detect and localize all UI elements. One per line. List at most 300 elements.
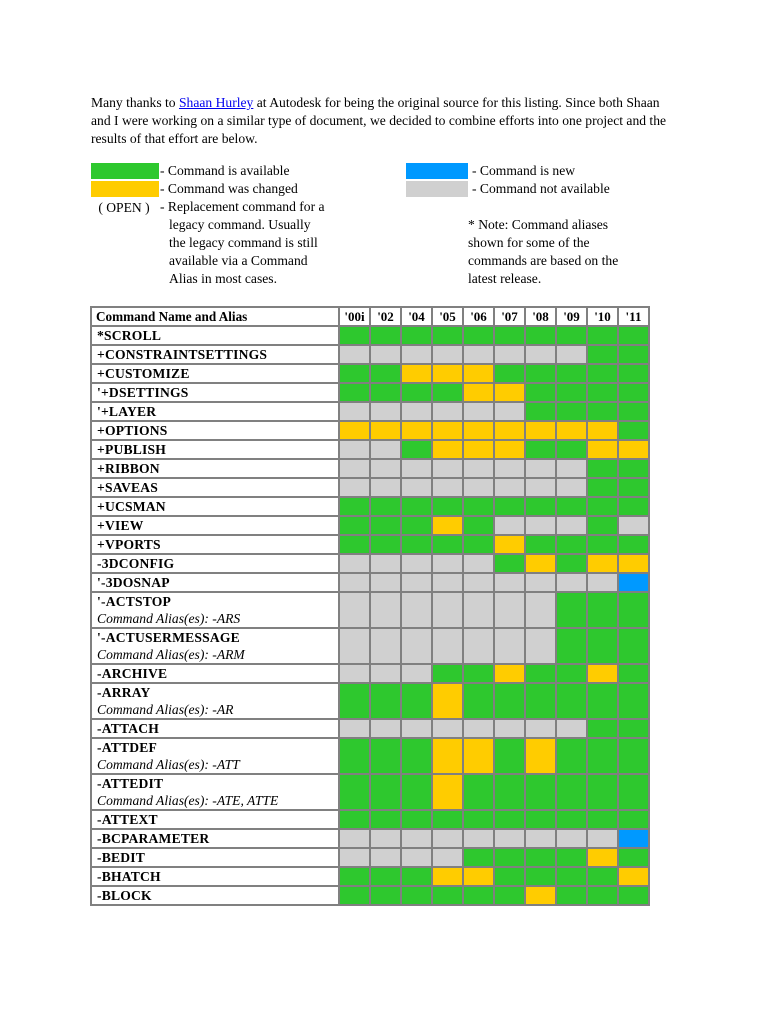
command-name: +PUBLISH (97, 442, 167, 457)
status-cell-available (401, 886, 432, 905)
table-row (91, 364, 649, 383)
table-row (91, 810, 649, 829)
status-cell-not-available (339, 459, 370, 478)
status-cell-available (370, 383, 401, 402)
command-name: +VPORTS (97, 537, 161, 552)
status-cell-not-available (432, 554, 463, 573)
status-cell-available (587, 516, 618, 535)
status-cell-changed (587, 664, 618, 683)
status-cell-not-available (370, 440, 401, 459)
status-cell-changed (432, 364, 463, 383)
status-cell-not-available (463, 345, 494, 364)
status-cell-not-available (339, 440, 370, 459)
command-name: '-ACTSTOP (97, 594, 172, 609)
status-cell-changed (525, 886, 556, 905)
status-cell-available (618, 810, 649, 829)
status-cell-not-available (339, 628, 370, 664)
status-cell-new (618, 573, 649, 592)
status-cell-not-available (370, 719, 401, 738)
status-cell-changed (370, 421, 401, 440)
status-cell-not-available (525, 478, 556, 497)
table-row (91, 886, 649, 905)
status-cell-available (370, 516, 401, 535)
status-cell-changed (494, 383, 525, 402)
status-cell-available (525, 326, 556, 345)
command-name-cell (91, 459, 339, 478)
command-name: -3DCONFIG (97, 556, 175, 571)
status-cell-changed (432, 774, 463, 810)
header-year: '05 (432, 307, 463, 326)
shaan-hurley-link[interactable]: Shaan Hurley (178, 95, 254, 110)
command-name: +CUSTOMIZE (97, 366, 190, 381)
status-cell-available (494, 774, 525, 810)
note-line-4: latest release. (468, 271, 542, 286)
status-cell-not-available (556, 829, 587, 848)
header-year: '08 (525, 307, 556, 326)
status-cell-available (618, 497, 649, 516)
status-cell-not-available (432, 402, 463, 421)
status-cell-available (525, 774, 556, 810)
command-name-cell (91, 829, 339, 848)
status-cell-available (618, 421, 649, 440)
status-cell-changed (494, 664, 525, 683)
legend-replacement-line-4: available via a Command (169, 253, 308, 268)
status-cell-available (494, 848, 525, 867)
status-cell-changed (618, 867, 649, 886)
status-cell-available (401, 440, 432, 459)
status-cell-available (525, 364, 556, 383)
status-cell-available (556, 535, 587, 554)
status-cell-changed (432, 440, 463, 459)
status-cell-available (370, 497, 401, 516)
status-cell-not-available (525, 345, 556, 364)
status-cell-changed (432, 738, 463, 774)
status-cell-not-available (370, 592, 401, 628)
table-row (91, 459, 649, 478)
command-name: '+LAYER (97, 404, 157, 419)
status-cell-changed (494, 535, 525, 554)
status-cell-available (587, 383, 618, 402)
status-cell-available (587, 402, 618, 421)
status-cell-changed (618, 554, 649, 573)
status-cell-available (618, 664, 649, 683)
table-row (91, 402, 649, 421)
note-line-3: commands are based on the (468, 253, 619, 268)
status-cell-available (370, 867, 401, 886)
command-name: -BCPARAMETER (97, 831, 210, 846)
status-cell-available (339, 535, 370, 554)
command-name-cell (91, 848, 339, 867)
status-cell-available (494, 738, 525, 774)
intro-paragraph (91, 94, 671, 148)
status-cell-not-available (401, 848, 432, 867)
status-cell-available (525, 440, 556, 459)
table-row (91, 829, 649, 848)
status-cell-not-available (432, 719, 463, 738)
command-name-cell (91, 383, 339, 402)
command-name-cell (91, 738, 339, 774)
status-cell-available (339, 383, 370, 402)
command-name-cell (91, 592, 339, 628)
status-cell-available (587, 326, 618, 345)
status-cell-not-available (556, 478, 587, 497)
status-cell-available (463, 774, 494, 810)
status-cell-available (556, 497, 587, 516)
status-cell-available (525, 664, 556, 683)
status-cell-available (339, 738, 370, 774)
status-cell-not-available (370, 402, 401, 421)
status-cell-not-available (618, 516, 649, 535)
status-cell-available (494, 554, 525, 573)
status-cell-changed (463, 383, 494, 402)
status-cell-not-available (587, 573, 618, 592)
status-cell-not-available (525, 516, 556, 535)
status-cell-not-available (525, 719, 556, 738)
status-cell-not-available (339, 592, 370, 628)
status-cell-available (618, 719, 649, 738)
status-cell-changed (525, 554, 556, 573)
command-name-cell (91, 345, 339, 364)
status-cell-changed (587, 421, 618, 440)
status-cell-changed (587, 848, 618, 867)
legend-open-label: ( OPEN ) (98, 200, 150, 215)
table-body (91, 326, 649, 905)
status-cell-available (463, 497, 494, 516)
status-cell-available (587, 810, 618, 829)
table-row (91, 573, 649, 592)
status-cell-available (556, 326, 587, 345)
status-cell-available (494, 683, 525, 719)
status-cell-not-available (556, 345, 587, 364)
status-cell-not-available (525, 459, 556, 478)
command-name-cell (91, 554, 339, 573)
status-cell-not-available (463, 554, 494, 573)
table-row (91, 421, 649, 440)
status-cell-not-available (370, 554, 401, 573)
status-cell-available (432, 886, 463, 905)
status-cell-not-available (463, 573, 494, 592)
status-cell-available (339, 867, 370, 886)
status-cell-not-available (463, 719, 494, 738)
status-cell-available (556, 867, 587, 886)
command-name-cell (91, 573, 339, 592)
status-cell-changed (556, 421, 587, 440)
legend-swatch-not-available (406, 181, 468, 197)
status-cell-changed (432, 516, 463, 535)
command-name: -BHATCH (97, 869, 161, 884)
status-cell-available (587, 683, 618, 719)
table-row (91, 345, 649, 364)
table-row (91, 683, 649, 719)
table-row (91, 554, 649, 573)
legend-swatch-new (406, 163, 468, 179)
command-name-cell (91, 719, 339, 738)
status-cell-available (556, 364, 587, 383)
legend-swatch-available (91, 163, 159, 179)
status-cell-available (618, 683, 649, 719)
status-cell-not-available (339, 345, 370, 364)
command-name-cell (91, 886, 339, 905)
table-row (91, 628, 649, 664)
command-name: '-3DOSNAP (97, 575, 170, 590)
status-cell-available (370, 683, 401, 719)
command-alias: Command Alias(es): -ATE, ATTE (97, 793, 279, 808)
status-cell-changed (587, 554, 618, 573)
status-cell-not-available (370, 848, 401, 867)
command-name: +OPTIONS (97, 423, 168, 438)
note-line-2: shown for some of the (468, 235, 590, 250)
table-row (91, 867, 649, 886)
status-cell-available (618, 459, 649, 478)
status-cell-available (618, 326, 649, 345)
status-cell-not-available (463, 459, 494, 478)
status-cell-available (618, 535, 649, 554)
status-cell-not-available (463, 402, 494, 421)
table-row (91, 535, 649, 554)
status-cell-changed (432, 421, 463, 440)
status-cell-not-available (494, 516, 525, 535)
status-cell-not-available (432, 848, 463, 867)
status-cell-available (556, 554, 587, 573)
status-cell-not-available (587, 829, 618, 848)
status-cell-available (401, 535, 432, 554)
header-year: '11 (618, 307, 649, 326)
status-cell-changed (463, 364, 494, 383)
status-cell-available (556, 738, 587, 774)
status-cell-not-available (525, 573, 556, 592)
command-name: +UCSMAN (97, 499, 166, 514)
command-name: +CONSTRAINTSETTINGS (97, 347, 268, 362)
status-cell-not-available (370, 664, 401, 683)
status-cell-available (401, 774, 432, 810)
status-cell-available (556, 628, 587, 664)
command-name: -BLOCK (97, 888, 152, 903)
table-row (91, 848, 649, 867)
status-cell-available (401, 516, 432, 535)
command-name: -ATTACH (97, 721, 160, 736)
legend-label-available: - Command is available (160, 163, 290, 178)
status-cell-available (432, 383, 463, 402)
status-cell-available (494, 364, 525, 383)
status-cell-available (556, 402, 587, 421)
status-cell-changed (525, 738, 556, 774)
status-cell-available (339, 326, 370, 345)
status-cell-available (556, 810, 587, 829)
status-cell-available (556, 440, 587, 459)
status-cell-available (618, 592, 649, 628)
status-cell-available (618, 886, 649, 905)
status-cell-available (556, 664, 587, 683)
status-cell-available (370, 738, 401, 774)
status-cell-available (401, 867, 432, 886)
command-name: -ARRAY (97, 685, 151, 700)
status-cell-not-available (339, 848, 370, 867)
table-row (91, 383, 649, 402)
status-cell-available (587, 628, 618, 664)
command-name-cell (91, 628, 339, 664)
status-cell-not-available (494, 573, 525, 592)
status-cell-available (525, 402, 556, 421)
table-row (91, 326, 649, 345)
status-cell-available (339, 364, 370, 383)
command-name: -ATTDEF (97, 740, 158, 755)
status-cell-new (618, 829, 649, 848)
status-cell-available (525, 383, 556, 402)
legend-replacement-line-1: - Replacement command for a (160, 199, 325, 214)
status-cell-available (401, 383, 432, 402)
command-name-cell (91, 497, 339, 516)
status-cell-not-available (401, 402, 432, 421)
note-line-1: * Note: Command aliases (468, 217, 609, 232)
command-name-cell (91, 535, 339, 554)
status-cell-not-available (339, 402, 370, 421)
command-name-cell (91, 326, 339, 345)
status-cell-available (618, 738, 649, 774)
command-name-cell (91, 664, 339, 683)
status-cell-changed (463, 867, 494, 886)
status-cell-available (587, 345, 618, 364)
status-cell-available (494, 886, 525, 905)
intro-text-start: Many thanks to (91, 95, 179, 110)
status-cell-changed (432, 683, 463, 719)
header-year: '02 (370, 307, 401, 326)
status-cell-available (618, 364, 649, 383)
command-name-cell (91, 402, 339, 421)
status-cell-available (587, 459, 618, 478)
table-row (91, 774, 649, 810)
status-cell-available (370, 535, 401, 554)
command-name: +RIBBON (97, 461, 160, 476)
status-cell-not-available (432, 592, 463, 628)
status-cell-not-available (525, 628, 556, 664)
status-cell-available (494, 810, 525, 829)
header-year: '07 (494, 307, 525, 326)
status-cell-available (401, 683, 432, 719)
status-cell-not-available (401, 573, 432, 592)
status-cell-available (494, 326, 525, 345)
status-cell-available (587, 867, 618, 886)
status-cell-available (556, 848, 587, 867)
status-cell-not-available (556, 516, 587, 535)
command-alias: Command Alias(es): -ARM (97, 647, 245, 662)
status-cell-changed (618, 440, 649, 459)
status-cell-available (401, 738, 432, 774)
status-cell-available (494, 867, 525, 886)
command-alias: Command Alias(es): -ARS (97, 611, 241, 626)
command-alias: Command Alias(es): -AR (97, 702, 234, 717)
legend-replacement-line-2: legacy command. Usually (169, 217, 311, 232)
status-cell-available (556, 774, 587, 810)
status-cell-available (370, 886, 401, 905)
status-cell-changed (339, 421, 370, 440)
status-cell-available (339, 516, 370, 535)
status-cell-not-available (370, 573, 401, 592)
status-cell-not-available (432, 829, 463, 848)
status-cell-available (463, 886, 494, 905)
status-cell-available (618, 478, 649, 497)
status-cell-not-available (401, 592, 432, 628)
status-cell-available (556, 592, 587, 628)
status-cell-available (432, 810, 463, 829)
table-row (91, 516, 649, 535)
status-cell-available (587, 535, 618, 554)
status-cell-not-available (494, 402, 525, 421)
status-cell-available (432, 535, 463, 554)
status-cell-not-available (432, 345, 463, 364)
table-header-row (91, 307, 649, 326)
command-name: -BEDIT (97, 850, 146, 865)
status-cell-not-available (525, 592, 556, 628)
legend-replacement-line-3: the legacy command is still (169, 235, 318, 250)
status-cell-changed (587, 440, 618, 459)
intro-text-end: at Autodesk for being the original source for this listing. Since both Shaan and I were working on a similar type of document, we decided to combine efforts into one project and the results of that effort are below. (91, 95, 667, 146)
status-cell-available (339, 810, 370, 829)
status-cell-available (525, 848, 556, 867)
header-year: '04 (401, 307, 432, 326)
command-name-cell (91, 774, 339, 810)
status-cell-available (432, 664, 463, 683)
command-name-cell (91, 478, 339, 497)
status-cell-available (587, 364, 618, 383)
status-cell-available (556, 383, 587, 402)
status-cell-available (525, 867, 556, 886)
table-row (91, 497, 649, 516)
status-cell-not-available (339, 664, 370, 683)
header-year: '09 (556, 307, 587, 326)
status-cell-not-available (339, 829, 370, 848)
status-cell-not-available (432, 628, 463, 664)
status-cell-available (401, 497, 432, 516)
legend-label-not-available: - Command not available (472, 181, 610, 196)
status-cell-not-available (401, 719, 432, 738)
status-cell-available (463, 516, 494, 535)
status-cell-available (339, 886, 370, 905)
status-cell-available (618, 848, 649, 867)
header-command-name: Command Name and Alias (91, 307, 339, 326)
status-cell-available (463, 848, 494, 867)
status-cell-available (463, 810, 494, 829)
status-cell-not-available (401, 829, 432, 848)
command-name-cell (91, 421, 339, 440)
status-cell-available (525, 810, 556, 829)
status-cell-not-available (494, 459, 525, 478)
command-name-cell (91, 440, 339, 459)
status-cell-changed (463, 421, 494, 440)
status-cell-available (618, 402, 649, 421)
header-year: '06 (463, 307, 494, 326)
status-cell-available (463, 535, 494, 554)
status-cell-available (587, 738, 618, 774)
status-cell-available (463, 664, 494, 683)
status-cell-not-available (401, 459, 432, 478)
status-cell-changed (432, 867, 463, 886)
status-cell-not-available (494, 345, 525, 364)
status-cell-not-available (432, 459, 463, 478)
command-availability-table (90, 306, 650, 906)
status-cell-available (339, 497, 370, 516)
command-name: +SAVEAS (97, 480, 159, 495)
table-row (91, 738, 649, 774)
status-cell-available (618, 345, 649, 364)
status-cell-available (587, 886, 618, 905)
status-cell-changed (525, 421, 556, 440)
status-cell-changed (401, 364, 432, 383)
status-cell-available (618, 383, 649, 402)
status-cell-available (587, 774, 618, 810)
status-cell-not-available (525, 829, 556, 848)
status-cell-available (494, 497, 525, 516)
status-cell-available (463, 326, 494, 345)
